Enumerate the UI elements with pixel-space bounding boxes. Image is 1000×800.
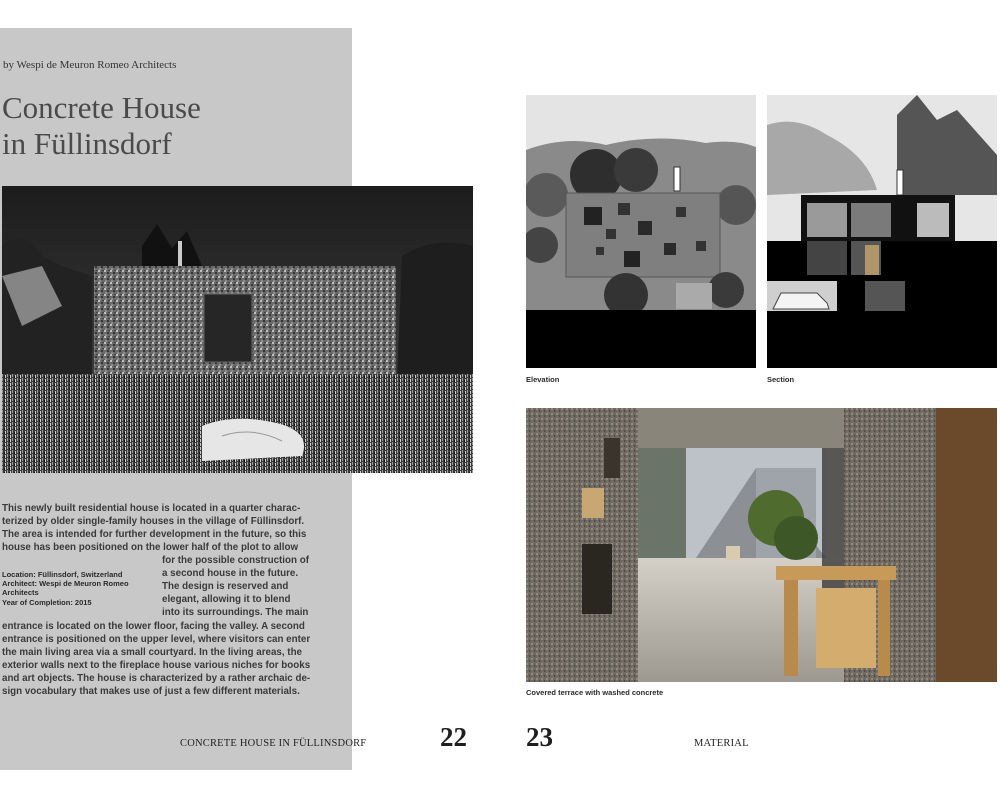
body-line: a second house in the future. <box>162 568 299 580</box>
elevation-drawing <box>526 95 756 368</box>
body-line: terized by older single-family houses in the village of Füllinsdorf. <box>2 516 305 528</box>
body-paragraph-top <box>2 502 352 554</box>
article-title <box>2 90 342 162</box>
project-architect-line-2: Architects <box>2 588 39 598</box>
body-line: entrance is located on the lower floor, facing the valley. A second <box>2 621 305 632</box>
body-line: house has been positioned on the lower half of the plot to allow <box>2 542 299 554</box>
body-line: This newly built residential house is located in a quarter charac- <box>2 503 301 514</box>
body-line: and art objects. The house is characterized by a rather archaic de- <box>2 673 311 685</box>
page-number-right: 23 <box>526 722 553 752</box>
article-title-line-1: Concrete House <box>2 90 201 125</box>
running-head-right: MATERIAL <box>694 738 749 749</box>
caption-section: Section <box>767 375 795 384</box>
body-line: for the possible construction of <box>162 555 309 566</box>
covered-terrace-photo <box>526 408 997 682</box>
project-facts <box>2 570 152 607</box>
body-paragraph-indented <box>162 554 352 619</box>
body-line: sign vocabulary that makes use of just a few different materials. <box>2 686 300 698</box>
body-paragraph-bottom <box>2 620 354 699</box>
project-architect-line-1: Architect: Wespi de Meuron Romeo <box>2 579 129 589</box>
article-title-line-2: in Füllinsdorf <box>2 126 172 161</box>
body-line: exterior walls next to the fireplace house various niches for books <box>2 660 311 672</box>
project-year: Year of Completion: 2015 <box>2 597 92 607</box>
byline: by Wespi de Meuron Romeo Architects <box>3 59 177 71</box>
body-line: elegant, allowing it to blend <box>162 594 291 606</box>
caption-covered-terrace: Covered terrace with washed concrete <box>526 688 664 697</box>
running-head-left: CONCRETE HOUSE IN FÜLLINSDORF <box>180 738 367 749</box>
section-drawing <box>767 95 997 368</box>
project-location: Location: Füllinsdorf, Switzerland <box>2 570 123 579</box>
body-line: into its surroundings. The main <box>162 607 309 619</box>
body-line: the main living area via a small courtyard. In the living areas, the <box>2 647 303 659</box>
caption-elevation: Elevation <box>526 375 560 384</box>
body-line: The area is intended for further development in the future, so this <box>2 529 307 541</box>
house-exterior-photo <box>2 186 473 473</box>
page-number-left: 22 <box>440 722 467 752</box>
body-line: The design is reserved and <box>162 581 289 593</box>
body-line: entrance is positioned on the upper level, where visitors can enter <box>2 634 311 646</box>
